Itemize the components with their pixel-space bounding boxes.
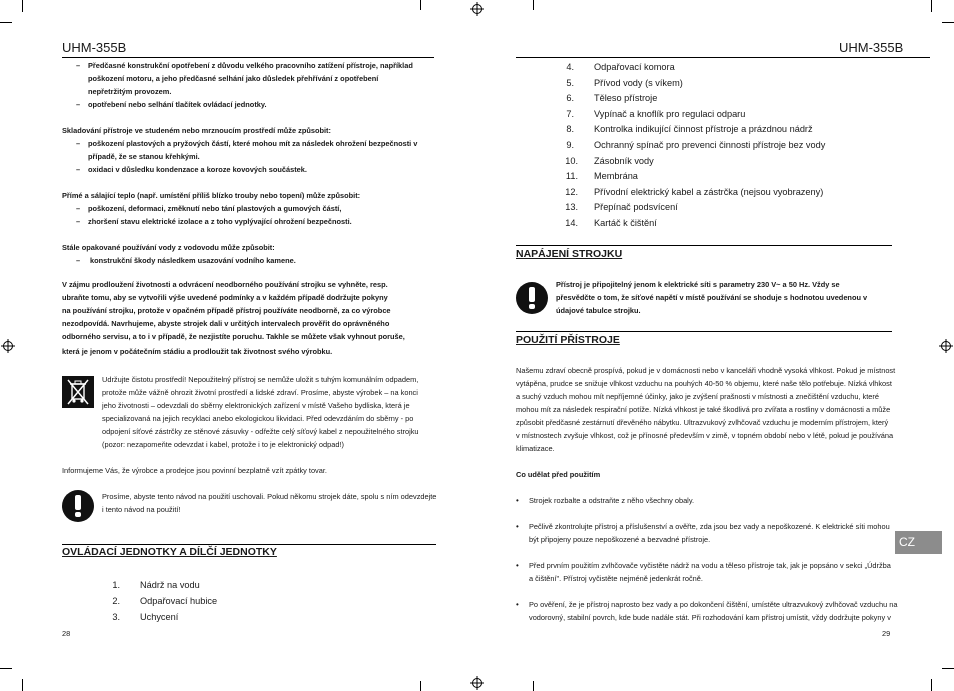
crop-mark <box>0 668 12 669</box>
text-line: na používání strojku, protože v opačném případě přístroj používáte neodborně, za co výrobce <box>62 306 391 315</box>
crop-mark <box>942 668 954 669</box>
part-label: Zásobník vody <box>594 156 654 166</box>
before-use-heading: Co udělat před použitím <box>516 470 601 479</box>
text-line: případě, že se stanou křehkými. <box>88 152 200 161</box>
weee-crossed-bin-icon <box>62 376 94 408</box>
part-number: 13. <box>565 202 578 212</box>
part-label: Odpařovací komora <box>594 62 675 72</box>
page-number-right: 29 <box>882 629 891 638</box>
part-label: Nádrž na vodu <box>140 580 200 590</box>
water-heading: Stále opakované používání vody z vodovodu může způsobit: <box>62 243 275 252</box>
part-label: Kontrolka indikující činnost přístroje a prázdnou nádrž <box>594 124 813 134</box>
part-number: 10. <box>565 156 578 166</box>
model-header-right: UHM-355B <box>839 40 904 55</box>
crop-mark <box>533 681 534 691</box>
section-title-controls: OVLÁDACÍ JEDNOTKY A DÍLČÍ JEDNOTKY <box>62 546 277 558</box>
header-rule-left <box>62 57 434 58</box>
page-number-left: 28 <box>62 629 71 638</box>
dash-marker: – <box>76 204 81 213</box>
language-tab <box>895 531 942 554</box>
header-rule-right <box>516 57 930 58</box>
model-header-left: UHM-355B <box>62 40 127 55</box>
part-number: 9. <box>566 140 574 150</box>
part-number: 6. <box>566 93 574 103</box>
section-rule <box>62 544 436 545</box>
bullet-marker: • <box>516 600 519 609</box>
storage-heading: Skladování přístroje ve studeném nebo mrznoucím prostředí může způsobit: <box>62 126 331 135</box>
dash-marker: – <box>76 217 81 226</box>
part-number: 1. <box>112 580 120 590</box>
part-label: Přepínač podsvícení <box>594 202 678 212</box>
text-line: specializovaná na jejich recyklaci anebo ekologickou likvidaci. Před odevzdáním do sběrny - po <box>102 414 414 423</box>
bullet-marker: • <box>516 561 519 570</box>
part-number: 7. <box>566 109 574 119</box>
text-line: vytápěna, prudce se snižuje vlhkost vzduchu na pouhých 40-50 % objemu, které naše tělo potřebuje. Nízká vlhkost <box>516 379 892 388</box>
crop-mark <box>931 0 932 12</box>
text-line: konstrukční škody následkem usazování vodního kamene. <box>90 256 296 265</box>
section-rule <box>516 331 892 332</box>
bullet-marker: • <box>516 522 519 531</box>
text-line: oxidaci v důsledku kondenzace a koroze kovových součástek. <box>88 165 307 174</box>
section-title-usage: POUŽITÍ PŘÍSTROJE <box>516 334 620 346</box>
text-line: zhoršení stavu elektrické izolace a z toho vyplývající ohrožení bezpečnosti. <box>88 217 352 226</box>
registration-mark-icon <box>1 339 15 353</box>
crop-mark <box>22 679 23 691</box>
part-number: 12. <box>565 187 578 197</box>
crop-mark <box>22 0 23 12</box>
text-line: Po ověření, že je přístroj naprosto bez vady a po dokončení čištění, umístěte ultrazvukový zvlhčovač vzduchu na <box>529 600 898 609</box>
crop-mark <box>0 22 12 23</box>
warning-exclamation-icon <box>62 490 94 522</box>
heat-heading: Přímé a sálající teplo (např. umístění příliš blízko trouby nebo topení) může způsobit: <box>62 191 361 200</box>
text-line: jeho životnosti – odevzdali do sběrny elektronických zařízení v místě Vašeho bydliska, která je <box>102 401 410 410</box>
part-label: Těleso přístroje <box>594 93 658 103</box>
text-line: Pečlivě zkontrolujte přístroj a příslušenství a ověřte, zda jsou bez vady a nepoškozené. K elektrické síti mohou <box>529 522 890 531</box>
registration-mark-icon <box>939 339 953 353</box>
warning-exclamation-icon <box>516 282 548 314</box>
section-rule <box>516 245 892 246</box>
text-line: a čištění". Přístroj vyčistěte nejméně jedenkrát ročně. <box>529 574 703 583</box>
text-line: odpojení síťové zástrčky ze stěnové zásuvky - odřežte celý síťový kabel z nepoužitelného strojku <box>102 427 419 436</box>
part-label: Vypínač a knoflík pro regulaci odparu <box>594 109 746 119</box>
text-line: Předčasné konstrukční opotřebení z důvodu velkého pracovního zatížení přístroje, například <box>88 61 413 70</box>
text-line: ubraňte tomu, aby se vytvořili výše uvedené podmínky a v každém případě dodržujte pokyny <box>62 293 388 302</box>
part-label: Ochranný spínač pro prevenci činnosti přístroje bez vody <box>594 140 826 150</box>
text-line: protože může vážně ohrozit životní prostředí a lidské zdraví. Prosíme, abyste výrobek – na konci <box>102 388 418 397</box>
part-label: Kartáč k čištění <box>594 218 657 228</box>
crop-mark <box>533 0 534 10</box>
part-number: 14. <box>565 218 578 228</box>
registration-mark-icon <box>470 2 484 16</box>
registration-mark-icon <box>470 676 484 690</box>
dash-marker: – <box>76 61 81 70</box>
text-line: údajové tabulce strojku. <box>556 306 641 315</box>
part-label: Uchycení <box>140 612 179 622</box>
bullet-marker: • <box>516 496 519 505</box>
part-number: 4. <box>566 62 574 72</box>
part-number: 8. <box>566 124 574 134</box>
text-line: poškození, deformaci, změknutí nebo tání plastových a gumových částí, <box>88 204 342 213</box>
section-title-power: NAPÁJENÍ STROJKU <box>516 248 623 260</box>
text-line: opotřebení nebo selhání tlačítek ovládací jednotky. <box>88 100 267 109</box>
part-label: Přívodní elektrický kabel a zástrčka (nejsou vyobrazeny) <box>594 187 824 197</box>
crop-mark <box>420 681 421 691</box>
crop-mark <box>942 22 954 23</box>
part-number: 2. <box>112 596 120 606</box>
text-line: přesvědčte o tom, že síťové napětí v místě používání se shoduje s hodnotou uvedenou v <box>556 293 868 302</box>
text-line: nepřetržitým provozem. <box>88 87 172 96</box>
text-line: Našemu zdraví obecně prospívá, pokud je v domácnosti nebo v kanceláři vhodně vysoká vlhkost. Pokud je místnost <box>516 366 896 375</box>
dash-marker: – <box>76 165 81 174</box>
text-line: způsobit předčasné zestárnutí dřevěného nábytku. Ultrazvukový zvlhčovač vzduchu je moderním přístrojem, který <box>516 418 889 427</box>
text-line: odborného servisu, a to i v případě, že nezjistíte poruchu. Takhle se můžete však vyhnout poruše, <box>62 332 405 341</box>
text-line: klimatizace. <box>516 444 555 453</box>
part-label: Přívod vody (s víkem) <box>594 78 683 88</box>
text-line: Udržujte čistotu prostředí! Nepoužitelný přístroj se nemůže uložit s tuhým komunálním odpadem, <box>102 375 419 384</box>
text-line: Strojek rozbalte a odstraňte z něho všechny obaly. <box>529 496 695 505</box>
text-line: Prosíme, abyste tento návod na použití uschovali. Pokud někomu strojek dáte, spolu s ním odevzdejte <box>102 492 437 501</box>
part-label: Odpařovací hubice <box>140 596 218 606</box>
dash-marker: – <box>76 100 81 109</box>
part-number: 3. <box>112 612 120 622</box>
dash-marker: – <box>76 139 81 148</box>
text-line: být připojeny pouze nepoškozené a bezvadné přístroje. <box>529 535 711 544</box>
text-line: i tento návod na použití! <box>102 505 181 514</box>
part-label: Membrána <box>594 171 638 181</box>
text-line: mohou mít za následek respirační potíže. Nízká vlhkost je také škodlivá pro zvířata a rostliny v domácnosti a může <box>516 405 891 414</box>
language-tab-label: CZ <box>899 535 915 549</box>
text-line: Přístroj je připojitelný jenom k elektrické síti s parametry 230 V~ a 50 Hz. Vždy se <box>556 280 840 289</box>
inform-line: Informujeme Vás, že výrobce a prodejce jsou povinní bezplatně vzít zpátky tovar. <box>62 466 327 475</box>
text-line: nezodpovídá. Navrhujeme, abyste strojek dali v určitých intervalech prověřit do oprávněného <box>62 319 390 328</box>
dash-marker: – <box>76 256 81 265</box>
text-line: a suchý vzduch mohou mít nepříjemné účinky, jako je zvýšení prašnosti v místnosti a znečištění vzduchu, které <box>516 392 879 401</box>
text-line: (pozor: nezapomeňte odevzdat i kabel, protože i to je elektronický odpad!) <box>102 440 344 449</box>
text-line: Před prvním použitím zvlhčovače vyčistěte nádrž na vodu a těleso přístroje tak, jak je popsáno v sekci „Údržba <box>529 561 891 570</box>
text-line: vodorovný, stabilní povrch, kde bude nadále stát. Při rozhodování kam přístroj umístit, vždy dodržujte pokyny v <box>529 613 891 622</box>
crop-mark <box>931 679 932 691</box>
part-number: 11. <box>565 171 578 181</box>
part-number: 5. <box>566 78 574 88</box>
text-line: V zájmu prodloužení životnosti a odvrácení neodborného používání strojku se vyhněte, resp. <box>62 280 388 289</box>
crop-mark <box>420 0 421 10</box>
text-line: poškození plastových a pryžových částí, které mohou mít za následek ohrožení bezpečnosti v <box>88 139 418 148</box>
text-line: která je jenom v počátečním stádiu a prodloužit tak životnost svého výrobku. <box>62 347 333 356</box>
text-line: poškození motoru, a jeho předčasné selhání jako důsledek přehřívání z opotřebení <box>88 74 379 83</box>
text-line: v místnostech zvyšuje vlhkost, což je přínosné především v zimě, v topném období nebo v létě, pokud je používána <box>516 431 894 440</box>
